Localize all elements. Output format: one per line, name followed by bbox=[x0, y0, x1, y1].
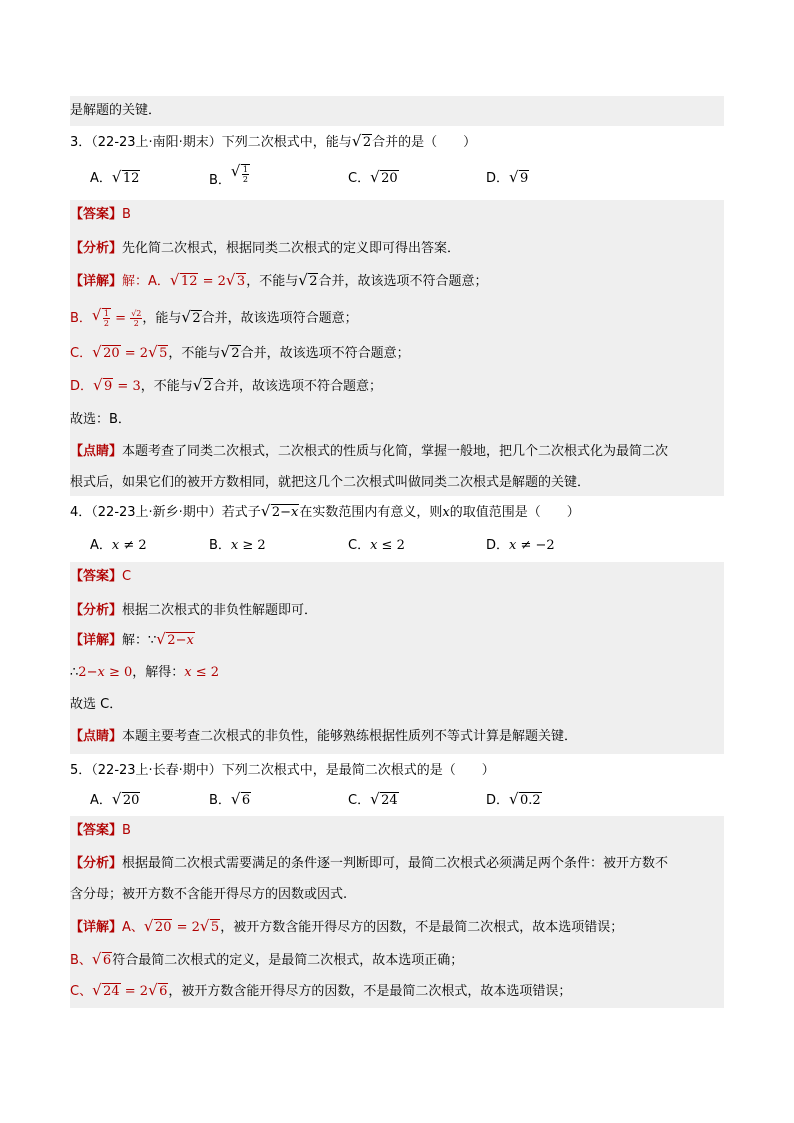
q3-analysis: 【分析】先化简二次根式，根据同类二次根式的定义即可得出答案． bbox=[70, 241, 461, 256]
q4-option-a: A．x ≠ 2 bbox=[90, 538, 147, 553]
q3-stem-a: 3．（22-23上·南阳·期末）下列二次根式中，能与 bbox=[70, 135, 352, 150]
q3-option-a: A．√ 12 bbox=[90, 170, 140, 188]
q3-option-b: B． √ $\frac{1}{2}$ bbox=[209, 164, 250, 184]
q3-comment-1: 【点睛】本题考查了同类二次根式，二次根式的性质与化简，掌握一般地，把几个二次根式化为最简二次 bbox=[70, 444, 669, 459]
q5-option-b: B．√ 6 bbox=[209, 792, 251, 810]
prev-tail-text: 是解题的关键． bbox=[70, 103, 162, 118]
question-4-stem: 4．（22-23上·新乡·期中）若式子√ 2−x在实数范围内有意义，则x的取值范围是（ ） bbox=[70, 504, 580, 522]
q4-option-c: C．x ≤ 2 bbox=[348, 538, 405, 553]
q5-option-c: C．√ 24 bbox=[348, 792, 399, 810]
question-5-stem: 5．（22-23上·长春·期中）下列二次根式中，是最简二次根式的是（ ） bbox=[70, 763, 495, 778]
q5-option-d: D．√ 0.2 bbox=[486, 792, 542, 810]
q3-detail-c: C．√ 20 = 2√ 5，不能与√ 2合并，故该选项不符合题意； bbox=[70, 345, 410, 363]
q3-choose: 故选：B． bbox=[70, 412, 131, 427]
q4-option-d: D．x ≠ −2 bbox=[486, 538, 555, 553]
q3-option-d: D．√ 9 bbox=[486, 170, 529, 188]
q4-step: ∴2−x ≥ 0，解得：x ≤ 2 bbox=[70, 665, 220, 680]
q4-detail: 【详解】解：∵√ 2−x bbox=[70, 632, 195, 650]
q3-stem-b: 合并的是（ ） bbox=[372, 135, 477, 150]
q5-solution bbox=[70, 816, 724, 1008]
q3-answer: 【答案】B bbox=[70, 207, 131, 222]
prev-answer-tail bbox=[70, 96, 724, 126]
q3-detail-a: 【详解】解：A．√ 12 = 2√ 3，不能与√ 2合并，故该选项不符合题意； bbox=[70, 273, 488, 291]
q4-option-b: B．x ≥ 2 bbox=[209, 538, 266, 553]
q5-answer: 【答案】B bbox=[70, 823, 131, 838]
q5-analysis-2: 含分母；被开方数不含能开得尽方的因数或因式. bbox=[70, 887, 348, 902]
sqrt-2: √ 2 bbox=[353, 134, 372, 152]
q5-detail-b: B、√ 6符合最简二次根式的定义，是最简二次根式，故本选项正确； bbox=[70, 952, 463, 970]
q4-analysis: 【分析】根据二次根式的非负性解题即可． bbox=[70, 603, 318, 618]
q3-comment-2: 根式后，如果它们的被开方数相同，就把这几个二次根式叫做同类二次根式是解题的关键． bbox=[70, 475, 591, 490]
q3-solution bbox=[70, 200, 724, 496]
q3-detail-d: D．√ 9 = 3，不能与√ 2合并，故该选项不符合题意； bbox=[70, 378, 382, 396]
q3-detail-b: B． √ $\frac{1}{2}$ = $\frac{√2}{2}$ ，能与√ 2合并，故该选项符合题意； bbox=[70, 308, 358, 328]
q3-option-c: C．√ 20 bbox=[348, 170, 399, 188]
q5-analysis-1: 【分析】根据最简二次根式需要满足的条件逐一判断即可，最简二次根式必须满足两个条件：被开方数不 bbox=[70, 856, 669, 871]
q4-comment: 【点睛】本题主要考查二次根式的非负性，能够熟练根据性质列不等式计算是解题关键． bbox=[70, 729, 578, 744]
q4-options bbox=[90, 537, 690, 557]
q5-detail-a: 【详解】A、√ 20 = 2√ 5，被开方数含能开得尽方的因数，不是最简二次根式，故本选项错误； bbox=[70, 919, 623, 937]
q5-option-a: A．√ 20 bbox=[90, 792, 140, 810]
question-3-stem bbox=[70, 134, 476, 152]
q4-answer: 【答案】C bbox=[70, 569, 132, 584]
q4-choose: 故选 C． bbox=[70, 697, 123, 712]
q3-options bbox=[90, 165, 690, 190]
q5-detail-c: C、√ 24 = 2√ 6，被开方数含能开得尽方的因数，不是最简二次根式，故本选项错误； bbox=[70, 983, 571, 1001]
q5-options bbox=[90, 792, 690, 812]
q4-solution bbox=[70, 562, 724, 754]
